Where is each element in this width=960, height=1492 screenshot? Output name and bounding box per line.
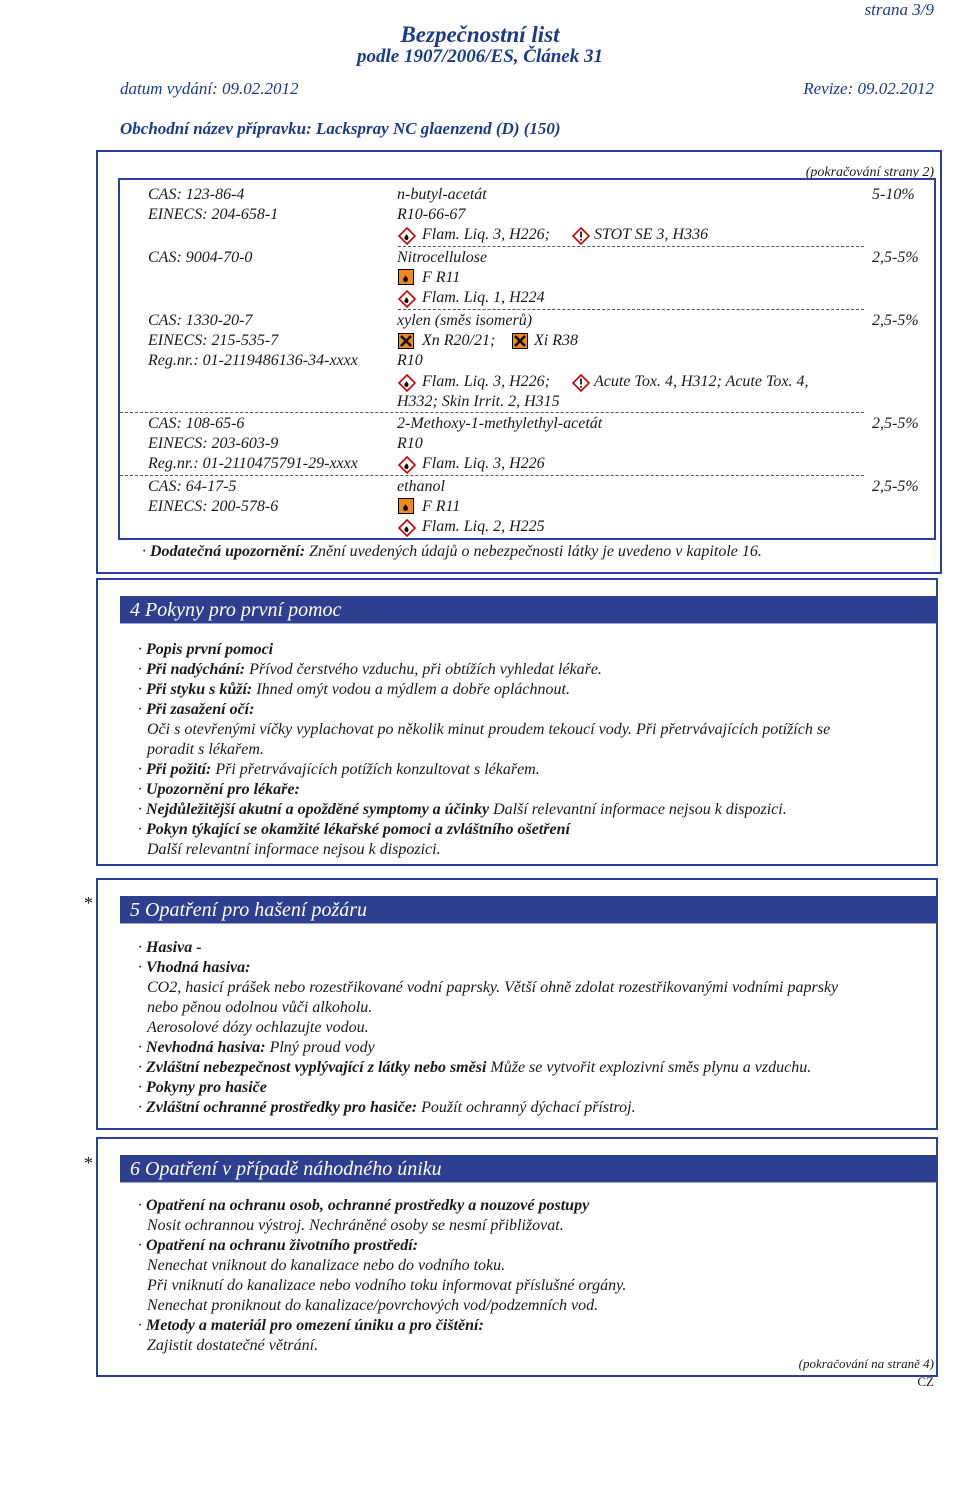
s4-line4: · Při zasažení očí: <box>138 701 255 718</box>
row2-cas: CAS: 9004-70-0 <box>148 249 253 266</box>
row3-r-phrases-a: Xn R20/21; <box>422 332 496 349</box>
row5-pct: 2,5-5% <box>872 478 919 495</box>
row3-clp-b: Acute Tox. 4, H312; Acute Tox. 4, <box>594 373 809 390</box>
s4-l1: Popis první pomoci <box>146 641 274 658</box>
s4-line6: · Upozornění pro lékaře: <box>138 781 300 798</box>
row5-name: ethanol <box>397 478 445 495</box>
row3-regnr: Reg.nr.: 01-2119486136-34-xxxx <box>148 352 358 369</box>
s5-line4: nebo pěnou odolnou vůči alkoholu. <box>147 999 373 1016</box>
s4-l3-label: Při styku s kůží: <box>146 681 253 698</box>
s4-line1: · Popis první pomoci <box>138 641 274 658</box>
row1-name: n-butyl-acetát <box>397 186 487 203</box>
additional-note-text: Znění uvedených údajů o nebezpečnosti látky je uvedeno v kapitole 16. <box>309 543 762 560</box>
s4-line8: · Pokyn týkající se okamžité lékařské pomoci a zvláštního ošetření <box>138 821 570 838</box>
section4-title: 4 Pokyny pro první pomoc <box>130 599 342 621</box>
s4-line2: · Při nadýchání: Přívod čerstvého vzduchu, při obtížích vyhledat lékaře. <box>138 661 602 678</box>
s5-line5: Aerosolové dózy ochlazujte vodou. <box>147 1019 369 1036</box>
s6-l7: Metody a materiál pro omezení úniku a pro čištění: <box>146 1317 484 1334</box>
s6-line2: Nosit ochrannou výstroj. Nechráněné osoby se nesmí přibližovat. <box>147 1217 564 1234</box>
s4-line3: · Při styku s kůží: Ihned omýt vodou a mýdlem a dobře opláchnout. <box>138 681 570 698</box>
s5-line8: · Pokyny pro hasiče <box>138 1079 267 1096</box>
s4-l3-text: Ihned omýt vodou a mýdlem a dobře opláchnout. <box>256 681 570 698</box>
s4-l2-text: Přívod čerstvého vzduchu, při obtížích vyhledat lékaře. <box>249 661 602 678</box>
continuation-to-next: (pokračování na straně 4) <box>798 1356 934 1371</box>
flame-pictogram-icon <box>398 519 416 542</box>
row3-clp-c: H332; Skin Irrit. 2, H315 <box>397 393 560 410</box>
row1-clp-a: Flam. Liq. 3, H226; <box>422 226 550 243</box>
row1-clp-b: STOT SE 3, H336 <box>594 226 709 243</box>
s4-l7-text: Další relevantní informace nejsou k dispozici. <box>493 801 787 818</box>
section6-change-mark: * <box>84 1153 93 1173</box>
s4-line4b: poradit s lékařem. <box>147 741 264 758</box>
s4-line4a: Oči s otevřenými víčky vyplachovat po několik minut proudem tekoucí vody. Při přetrvávajících potížích se <box>147 721 831 738</box>
row5-r-phrases: F R11 <box>422 498 461 515</box>
row3-name: xylen (směs isomerů) <box>397 312 533 329</box>
s6-line7: · Metody a materiál pro omezení úniku a pro čištění: <box>138 1317 484 1334</box>
s4-l8: Pokyn týkající se okamžité lékařské pomoci a zvláštního ošetření <box>146 821 570 838</box>
flame-symbol-icon <box>398 498 414 519</box>
row4-cas: CAS: 108-65-6 <box>148 415 245 432</box>
s6-line6: Nenechat proniknout do kanalizace/povrchových vod/podzemních vod. <box>147 1297 599 1314</box>
section4-header <box>120 596 936 624</box>
row3-cas: CAS: 1330-20-7 <box>148 312 253 329</box>
issue-date: datum vydání: 09.02.2012 <box>120 79 299 98</box>
section6-title: 6 Opatření v případě náhodného úniku <box>130 1158 442 1180</box>
s6-line3: · Opatření na ochranu životního prostředí: <box>138 1237 419 1254</box>
row3-r-phrases-b: Xi R38 <box>534 332 578 349</box>
page-number: strana 3/9 <box>864 0 934 19</box>
section5-title: 5 Opatření pro hašení požáru <box>130 899 368 921</box>
continuation-from-previous: (pokračování strany 2) <box>805 165 934 180</box>
s5-line9: · Zvláštní ochranné prostředky pro hasiče: Použít ochranný dýchací přístroj. <box>138 1099 636 1116</box>
s6-line8: Zajistit dostatečné větrání. <box>147 1337 319 1354</box>
row2-clp: Flam. Liq. 1, H224 <box>422 289 545 306</box>
row5-einecs: EINECS: 200-578-6 <box>148 498 279 515</box>
s5-l1: Hasiva - <box>146 939 202 956</box>
s5-line7: · Zvláštní nebezpečnost vyplývající z látky nebo směsi Může se vytvořit explozivní směs plynu a vzduchu. <box>138 1059 812 1076</box>
s4-l2-label: Při nadýchání: <box>146 661 246 678</box>
s5-line2: · Vhodná hasiva: <box>138 959 251 976</box>
s4-line7: · Nejdůležitější akutní a opožděné symptomy a účinky Další relevantní informace nejsou k dispozici. <box>138 801 787 818</box>
s5-l6-label: Nevhodná hasiva: <box>146 1039 266 1056</box>
row-divider <box>120 412 864 413</box>
s4-l7-label: Nejdůležitější akutní a opožděné symptomy a účinky <box>146 801 490 818</box>
row3-einecs: EINECS: 215-535-7 <box>148 332 279 349</box>
row4-name: 2-Methoxy-1-methylethyl-acetát <box>397 415 603 432</box>
s5-line1: · Hasiva - <box>138 939 202 956</box>
section5-header <box>120 896 936 924</box>
revision-date: Revize: 09.02.2012 <box>803 79 934 98</box>
s4-l5-text: Při přetrvávajících potížích konzultovat s lékařem. <box>215 761 540 778</box>
row4-pct: 2,5-5% <box>872 415 919 432</box>
s4-l5-label: Při požití: <box>146 761 212 778</box>
irritant-x-icon <box>512 333 528 354</box>
row5-clp: Flam. Liq. 2, H225 <box>422 518 545 535</box>
s5-l9-text: Použít ochranný dýchací přístroj. <box>421 1099 636 1116</box>
s5-l2: Vhodná hasiva: <box>146 959 251 976</box>
s5-line6: · Nevhodná hasiva: Plný proud vody <box>138 1039 375 1056</box>
row4-regnr: Reg.nr.: 01-2110475791-29-xxxx <box>148 455 358 472</box>
row1-r-phrases: R10-66-67 <box>397 206 466 223</box>
row3-r-phrases-c: R10 <box>397 352 423 369</box>
s5-line3: CO2, hasicí prášek nebo rozestřikované vodní paprsky. Větší ohně zdolat rozestřikovanými vodními paprsky <box>147 979 839 996</box>
row3-clp-a: Flam. Liq. 3, H226; <box>422 373 550 390</box>
row1-pct: 5-10% <box>872 186 915 203</box>
s6-l3: Opatření na ochranu životního prostředí: <box>146 1237 419 1254</box>
s4-line9: Další relevantní informace nejsou k dispozici. <box>147 841 441 858</box>
row-divider <box>398 309 864 310</box>
s5-l9-label: Zvláštní ochranné prostředky pro hasiče: <box>146 1099 418 1116</box>
row-divider <box>398 246 864 247</box>
row4-clp: Flam. Liq. 3, H226 <box>422 455 545 472</box>
exclamation-pictogram-icon <box>572 374 590 397</box>
additional-note: · Dodatečná upozornění: Znění uvedených údajů o nebezpečnosti látky je uvedeno v kapitole 16. <box>142 543 762 560</box>
s4-line5: · Při požití: Při přetrvávajících potížích konzultovat s lékařem. <box>138 761 540 778</box>
additional-note-label: Dodatečná upozornění: <box>150 543 306 560</box>
row5-cas: CAS: 64-17-5 <box>148 478 237 495</box>
s6-line5: Při vniknutí do kanalizace nebo vodního toku informovat příslušné orgány. <box>147 1277 627 1294</box>
row4-einecs: EINECS: 203-603-9 <box>148 435 279 452</box>
row1-cas: CAS: 123-86-4 <box>148 186 245 203</box>
flame-symbol-icon <box>398 269 414 290</box>
s6-l1: Opatření na ochranu osob, ochranné prostředky a nouzové postupy <box>146 1197 590 1214</box>
language-code: CZ <box>917 1374 934 1389</box>
row-divider <box>120 475 864 476</box>
document-title: Bezpečnostní list <box>400 22 560 47</box>
s5-l8: Pokyny pro hasiče <box>146 1079 267 1096</box>
s5-l6-text: Plný proud vody <box>269 1039 375 1056</box>
s6-line1: · Opatření na ochranu osob, ochranné prostředky a nouzové postupy <box>138 1197 590 1214</box>
row2-name: Nitrocellulose <box>397 249 488 266</box>
s6-line4: Nenechat vniknout do kanalizace nebo do vodního toku. <box>147 1257 506 1274</box>
s5-l7-label: Zvláštní nebezpečnost vyplývající z látky nebo směsi <box>146 1059 487 1076</box>
row2-r-phrases: F R11 <box>422 269 461 286</box>
document-subtitle: podle 1907/2006/ES, Článek 31 <box>357 46 603 67</box>
s4-l6: Upozornění pro lékaře: <box>146 781 300 798</box>
s5-l7-text: Může se vytvořit explozivní směs plynu a vzduchu. <box>490 1059 812 1076</box>
row1-einecs: EINECS: 204-658-1 <box>148 206 279 223</box>
row3-pct: 2,5-5% <box>872 312 919 329</box>
row4-r-phrases: R10 <box>397 435 423 452</box>
section5-change-mark: * <box>84 893 93 913</box>
row2-pct: 2,5-5% <box>872 249 919 266</box>
section6-header <box>120 1155 936 1183</box>
s4-l4-label: Při zasažení očí: <box>146 701 255 718</box>
trade-name: Obchodní název přípravku: Lackspray NC glaenzend (D) (150) <box>120 119 561 138</box>
